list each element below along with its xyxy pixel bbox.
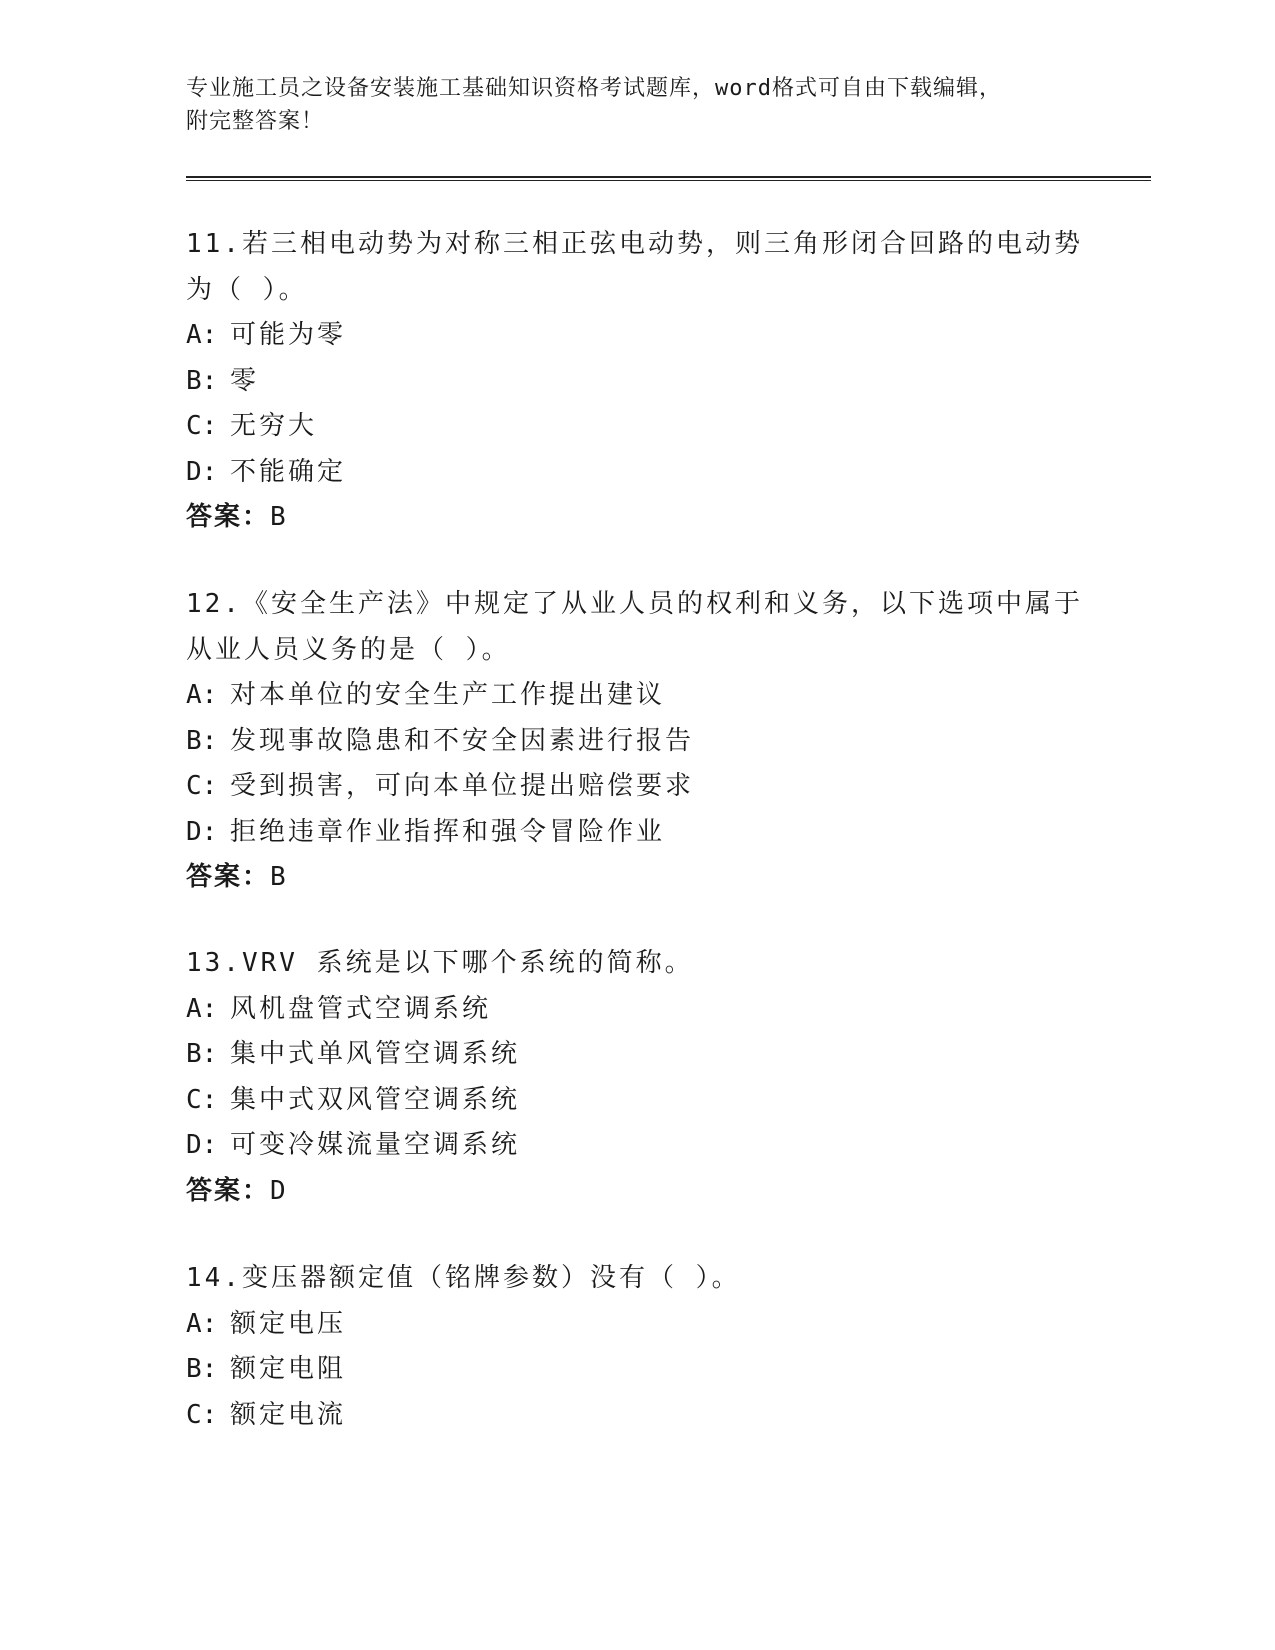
option-text: 可能为零 xyxy=(230,320,347,350)
option-key: C: xyxy=(186,1084,218,1115)
option-text: 集中式单风管空调系统 xyxy=(230,1039,521,1069)
option-key: B: xyxy=(186,1354,218,1384)
answer xyxy=(186,495,1086,541)
question-stem: 为（ ）。 xyxy=(186,274,308,305)
question-stem: 14.变压器额定值（铭牌参数）没有（ ）。 xyxy=(186,1263,741,1293)
question-stem: 12.《安全生产法》中规定了从业人员的权利和义务，以下选项中属于 xyxy=(186,589,1083,619)
option-text: 额定电阻 xyxy=(230,1354,347,1384)
answer-label: 答案： xyxy=(186,862,271,892)
answer-label: 答案： xyxy=(186,502,271,532)
option-key: B: xyxy=(186,365,218,396)
question-stem: 从业人员义务的是（ ）。 xyxy=(186,634,511,665)
question-11 xyxy=(186,222,1086,541)
option-key: D: xyxy=(186,1130,218,1160)
option-key: B: xyxy=(186,725,218,756)
option-text: 不能确定 xyxy=(230,456,347,487)
option-b xyxy=(186,719,1086,765)
option-key: A: xyxy=(186,680,218,710)
option-text: 集中式双风管空调系统 xyxy=(230,1084,521,1115)
option-a xyxy=(186,987,1086,1033)
option-text: 拒绝违章作业指挥和强令冒险作业 xyxy=(230,816,666,847)
option-key: C: xyxy=(186,411,218,441)
option-b xyxy=(186,359,1086,405)
answer xyxy=(186,1169,1086,1215)
option-c xyxy=(186,1078,1086,1124)
option-key: D: xyxy=(186,456,218,487)
option-key: A: xyxy=(186,320,218,350)
question-12 xyxy=(186,582,1086,901)
option-c xyxy=(186,1393,1086,1439)
option-b xyxy=(186,1032,1086,1078)
header-line-2: 附完整答案！ xyxy=(186,109,325,134)
option-d xyxy=(186,810,1086,856)
option-a xyxy=(186,313,1086,359)
option-key: C: xyxy=(186,1399,218,1430)
option-key: A: xyxy=(186,993,218,1024)
option-key: C: xyxy=(186,771,218,801)
answer-value: B xyxy=(270,502,288,532)
option-a xyxy=(186,1302,1086,1348)
question-stem: 13.VRV 系统是以下哪个系统的简称。 xyxy=(186,948,694,978)
answer xyxy=(186,855,1086,901)
question-stem: 11.若三相电动势为对称三相正弦电动势，则三角形闭合回路的电动势 xyxy=(186,229,1083,259)
option-text: 额定电流 xyxy=(230,1399,347,1430)
question-13 xyxy=(186,941,1086,1214)
option-text: 对本单位的安全生产工作提出建议 xyxy=(230,680,666,710)
option-text: 风机盘管式空调系统 xyxy=(230,993,492,1024)
option-d xyxy=(186,450,1086,496)
option-c xyxy=(186,764,1086,810)
answer-label: 答案： xyxy=(186,1175,271,1206)
header-divider xyxy=(186,176,1151,181)
option-a xyxy=(186,673,1086,719)
option-text: 可变冷媒流量空调系统 xyxy=(230,1130,521,1160)
option-key: B: xyxy=(186,1039,218,1069)
answer-value: B xyxy=(270,862,288,892)
document-header xyxy=(186,72,1086,138)
option-text: 发现事故隐患和不安全因素进行报告 xyxy=(230,725,695,756)
option-text: 额定电压 xyxy=(230,1308,347,1339)
option-text: 零 xyxy=(230,365,260,396)
question-14 xyxy=(186,1256,1086,1438)
option-b xyxy=(186,1347,1086,1393)
option-text: 受到损害，可向本单位提出赔偿要求 xyxy=(230,771,695,801)
option-key: D: xyxy=(186,816,218,847)
header-line-1: 专业施工员之设备安装施工基础知识资格考试题库，word格式可自由下载编辑， xyxy=(186,76,1002,101)
option-c xyxy=(186,404,1086,450)
option-text: 无穷大 xyxy=(230,411,318,441)
answer-value: D xyxy=(270,1175,288,1206)
option-key: A: xyxy=(186,1308,218,1339)
option-d xyxy=(186,1123,1086,1169)
